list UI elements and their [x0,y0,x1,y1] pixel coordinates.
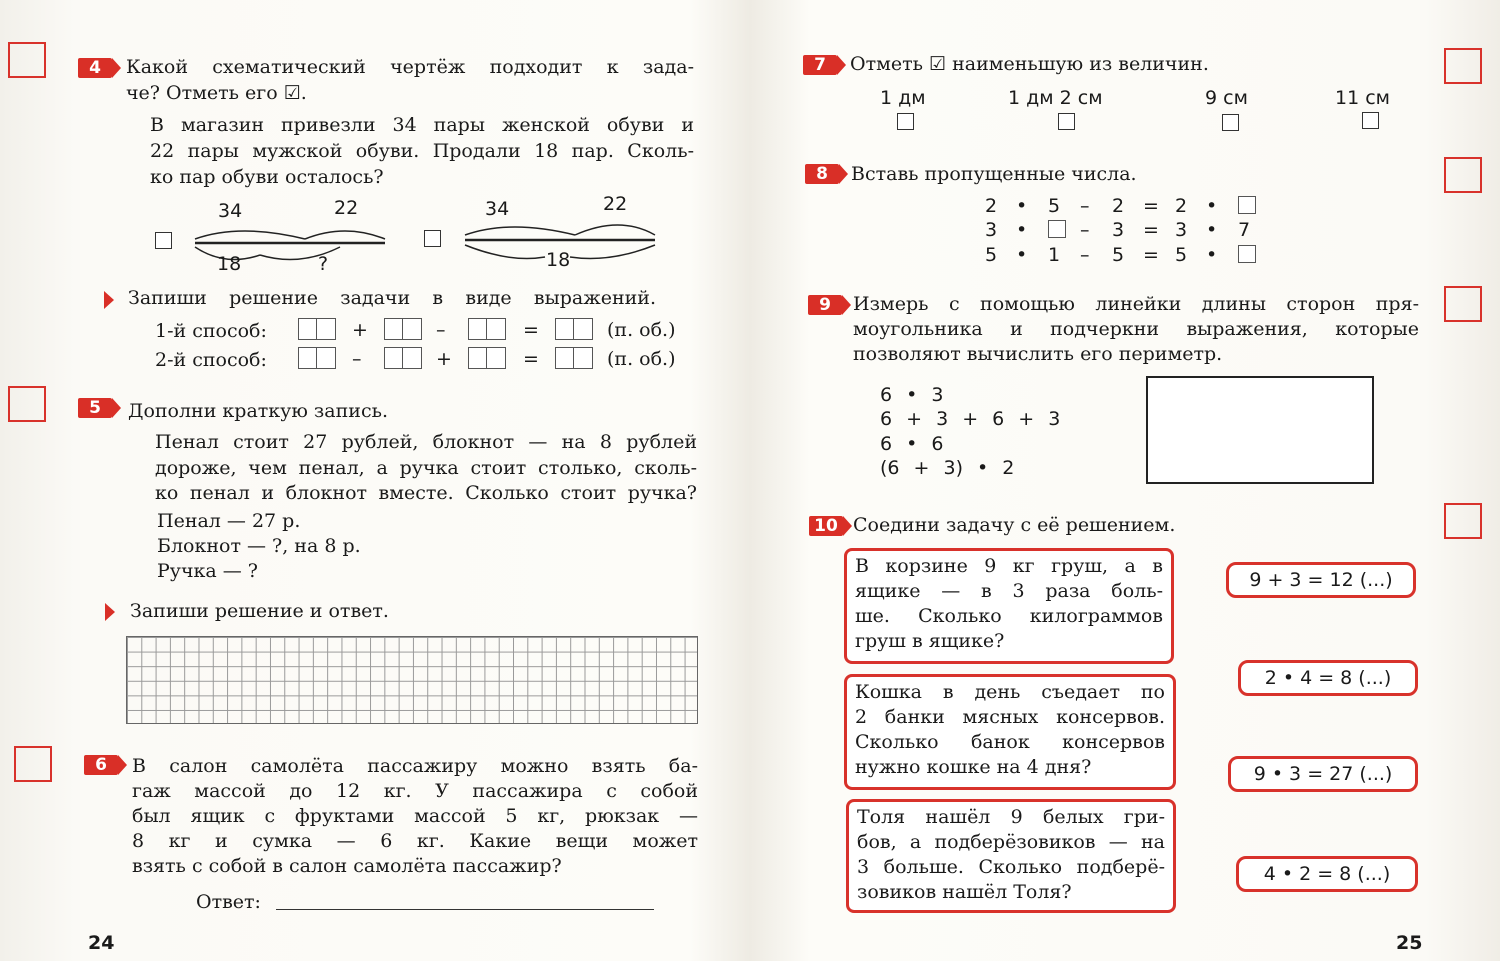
equation-token: 5 [985,244,998,266]
diagram1-checkbox[interactable] [155,232,172,249]
diagram2-label: 22 [603,193,628,215]
equation-token: 1 [1048,244,1061,266]
problem-line: Кошка в день съедает по [855,681,1165,703]
perimeter-expression[interactable]: (6 + 3) • 2 [880,457,1015,479]
task4-text-line2: 22 пары мужской обуви. Продали 18 пар. Сколь- [150,140,694,162]
answer-line[interactable] [276,909,654,910]
task4-text-line1: В магазин привезли 34 пары женской обуви и [150,114,694,136]
perimeter-expression[interactable]: 6 + 3 + 6 + 3 [880,408,1061,430]
equation-token: = [1143,195,1159,217]
task9-line: позволяют вычислить его периметр. [853,343,1223,365]
problem-card[interactable] [844,548,1174,664]
task-number-badge: 7 [803,55,837,75]
short-record-line: Ручка — ? [157,560,258,582]
task-number-badge: 5 [78,398,112,418]
equation-token: 2 [985,195,998,217]
short-record-line: Пенал — 27 р. [157,510,301,532]
unit-label: (п. об.) [607,319,676,341]
answer-label: Ответ: [196,891,261,913]
measure-rectangle [1146,376,1374,484]
equation-token: 5 [1175,244,1188,266]
margin-box [1444,48,1482,84]
equation-token: • [1206,219,1218,241]
diagram1-label: 34 [218,200,243,222]
perimeter-expression[interactable]: 6 • 3 [880,384,944,406]
subtask-marker [104,291,114,309]
quantity-checkbox[interactable] [1058,113,1075,130]
margin-box [1444,157,1482,193]
quantity-checkbox[interactable] [1222,114,1239,131]
problem-line: груш в ящике? [855,630,1005,652]
task5-text-line1: Пенал стоит 27 рублей, блокнот — на 8 рублей [155,431,697,453]
margin-box [14,746,52,782]
task10-title: Соедини задачу с её решением. [853,514,1176,536]
problem-line: Толя нашёл 9 белых гри- [857,806,1165,828]
problem-line: бов, а подберёзовиков — на [857,831,1165,853]
answer-cell[interactable] [555,347,593,369]
task-number-badge: 8 [805,164,839,184]
operator: + [436,348,452,370]
diagram1-label: 22 [334,197,359,219]
way2-label: 2-й способ: [155,349,267,371]
task6-line: взять с собой в салон самолёта пассажир? [132,855,562,877]
problem-line: зовиков нашёл Толя? [857,881,1072,903]
task-number-badge: 9 [808,295,842,315]
quantity-value: 1 дм 2 см [1008,87,1103,109]
task5-text-line3: ко пенал и блокнот вместе. Сколько стоит ручка? [155,482,697,504]
equation-token: • [1206,244,1218,266]
answer-grid[interactable] [126,636,698,724]
answer-cell[interactable] [384,347,422,369]
task5-title: Дополни краткую запись. [128,400,388,422]
operator: = [523,348,539,370]
diagram1-label: 18 [217,253,242,275]
task8-title: Вставь пропущенные числа. [851,163,1137,185]
margin-box [1444,503,1482,539]
task6-line: 8 кг и сумка — 6 кг. Какие вещи может [132,830,698,852]
way1-label: 1-й способ: [155,320,267,342]
quantity-checkbox[interactable] [897,113,914,130]
problem-line: нужно кошке на 4 дня? [855,756,1092,778]
equation-token: 3 [985,219,998,241]
answer-cell[interactable] [298,347,336,369]
problem-line: ше. Сколько килограммов [855,605,1163,627]
short-record-line: Блокнот — ?, на 8 р. [157,535,361,557]
task4-question-line1: Какой схематический чертёж подходит к зада- [126,56,694,78]
task7-title: Отметь ☑ наименьшую из величин. [850,53,1209,75]
margin-box [8,386,46,422]
answer-cell[interactable] [555,318,593,340]
task9-line: моугольника и подчеркни выражения, которые [853,318,1419,340]
solution-option[interactable]: 9 + 3 = 12 (...) [1226,562,1416,598]
task6-line: был ящик с фруктами массой 5 кг, рюкзак — [132,805,698,827]
operator: + [352,319,368,341]
operator: – [352,348,362,370]
equation-token: 7 [1238,219,1251,241]
missing-number-box[interactable] [1238,245,1256,263]
equation-token: 2 [1175,195,1188,217]
diagram2-checkbox[interactable] [424,230,441,247]
page-number-right: 25 [1396,932,1423,954]
quantity-value: 11 см [1335,87,1390,109]
task-number-badge: 10 [809,516,843,536]
task4-text-line3: ко пар обуви осталось? [150,166,384,188]
margin-box [8,42,46,78]
task-number-badge: 6 [84,755,118,775]
task5-subtask: Запиши решение и ответ. [130,600,389,622]
equation-token: 3 [1175,219,1188,241]
problem-line: ящике — в 3 раза боль- [855,580,1163,602]
answer-cell[interactable] [468,318,506,340]
equation-token: 3 [1112,219,1125,241]
margin-box [1444,286,1482,322]
solution-option[interactable]: 2 • 4 = 8 (...) [1238,660,1418,696]
answer-cell[interactable] [298,318,336,340]
problem-line: Сколько банок консервов [855,731,1165,753]
equation-token: – [1080,195,1090,217]
solution-option[interactable]: 9 • 3 = 27 (...) [1228,756,1418,792]
equation-token: = [1143,219,1159,241]
quantity-checkbox[interactable] [1362,112,1379,129]
equation-token: – [1080,219,1090,241]
problem-card[interactable] [846,799,1176,913]
page-number-left: 24 [88,932,115,954]
answer-cell[interactable] [468,347,506,369]
quantity-value: 9 см [1205,87,1248,109]
task6-line: В салон самолёта пассажиру можно взять ба- [132,755,698,777]
quantity-value: 1 дм [880,87,926,109]
solution-option[interactable]: 4 • 2 = 8 (...) [1236,856,1418,892]
problem-line: 2 банки мясных консервов. [855,706,1165,728]
equation-token: = [1143,244,1159,266]
task9-line: Измерь с помощью линейки длины сторон пря- [853,293,1419,315]
diagram2-label: 34 [485,198,510,220]
task4-subtask: Запиши решение задачи в виде выражений. [128,287,656,309]
subtask-marker [105,603,115,621]
equation-token: 5 [1112,244,1125,266]
missing-number-box[interactable] [1238,196,1256,214]
answer-cell[interactable] [384,318,422,340]
unit-label: (п. об.) [607,348,676,370]
problem-line: В корзине 9 кг груш, а в [855,555,1163,577]
equation-token: • [1206,195,1218,217]
diagram1-label: ? [318,253,329,275]
operator: – [436,319,446,341]
operator: = [523,319,539,341]
task4-question-line2: че? Отметь его ☑. [126,82,307,104]
task-number-badge: 4 [78,58,112,78]
equation-token: 5 [1048,195,1061,217]
problem-line: 3 больше. Сколько подберё- [857,856,1165,878]
task5-text-line2: дороже, чем пенал, а ручка стоит столько, сколь- [155,457,697,479]
equation-token: • [1016,244,1028,266]
diagram2-label: 18 [546,249,571,271]
equation-token: 2 [1112,195,1125,217]
equation-token: • [1016,195,1028,217]
equation-token: – [1080,244,1090,266]
problem-card[interactable] [844,674,1176,790]
missing-number-box[interactable] [1048,220,1066,238]
equation-token: • [1016,219,1028,241]
perimeter-expression[interactable]: 6 • 6 [880,433,944,455]
task6-line: гаж массой до 12 кг. У пассажира с собой [132,780,698,802]
